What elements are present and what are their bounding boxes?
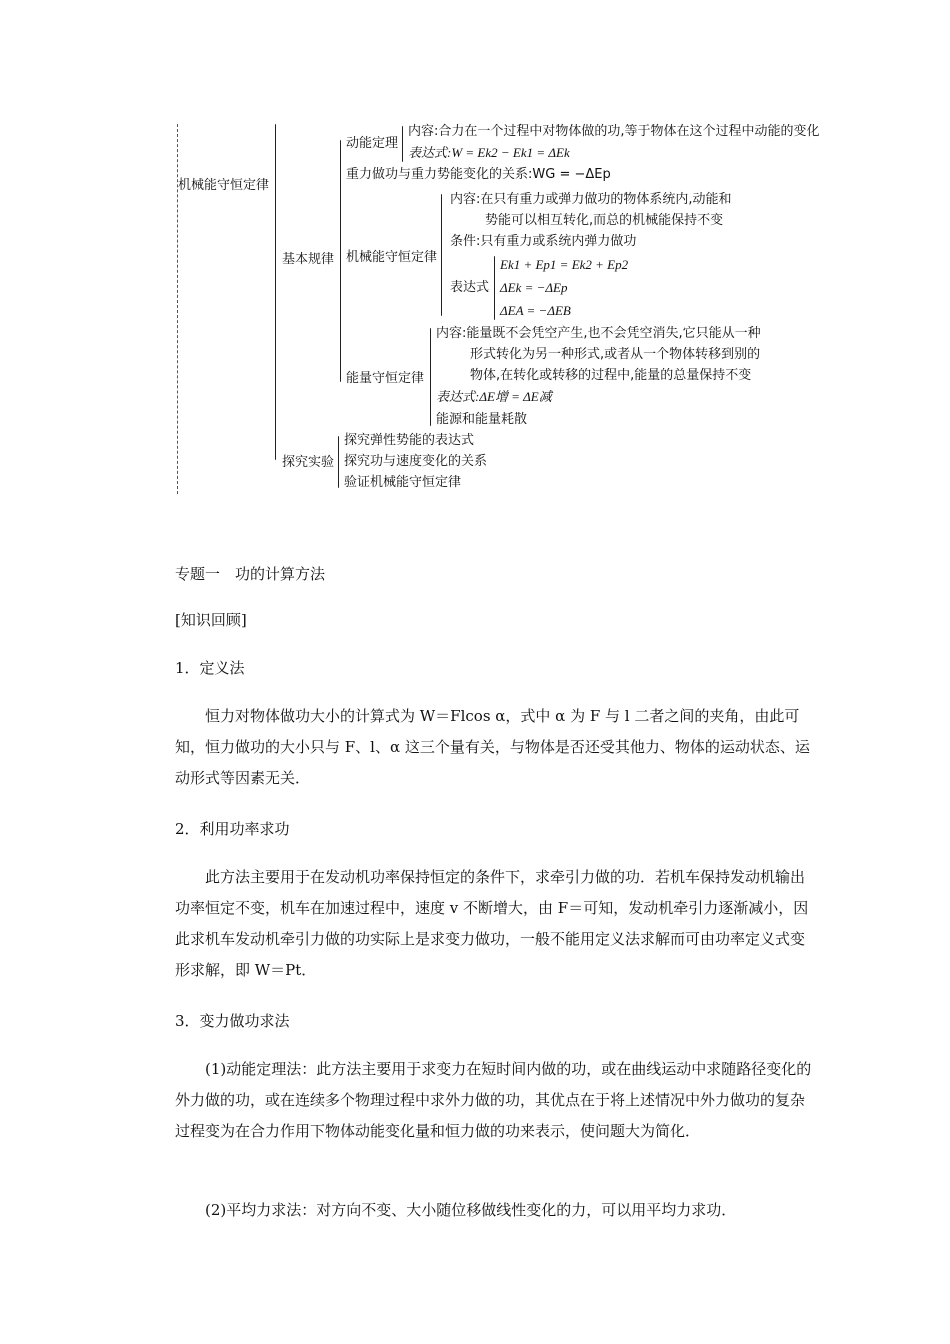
conservation-label: 机械能守恒定律 [346,250,438,265]
conservation-content-1: 内容:在只有重力或弹力做功的物体系统内,动能和 [450,192,732,207]
basic-laws: 基本规律 [282,252,335,267]
conservation-expression-label: 表达式 [450,280,490,295]
review-heading: [知识回顾] [175,611,247,629]
kinetic-content: 内容:合力在一个过程中对物体做的功,等于物体在这个过程中动能的变化 [408,124,820,139]
section-2-body: 此方法主要用于在发动机功率保持恒定的条件下，求牵引力做的功．若机车保持发动机输出功率恒定不变，机车在加速过程中，速度 v 不断增大，由 F＝可知，发动机牵引力逐渐减小，因此求机车发动机牵引力做的功实际上是求变力做功，一般不能用定义法求解而可由功率定义式变形求解，即 W＝Pt． [175,868,809,979]
map-root: 机械能守恒定律 [178,178,270,193]
experiment-item: 探究功与速度变化的关系 [344,454,488,469]
section-3-title: 3．变力做功求法 [175,1012,290,1030]
conservation-content-2: 势能可以相互转化,而总的机械能保持不变 [485,213,724,228]
experiments-label: 探究实验 [282,455,335,470]
section-3-para-1: (1)动能定理法：此方法主要用于求变力在短时间内做的功，或在曲线运动中求随路径变化的外力做的功，或在连续多个物理过程中求外力做的功，其优点在于将上述情况中外力做功的复杂过程变为在合力作用下物体动能变化量和恒力做的功来表示，使问题大为简化． [175,1060,812,1140]
formula-3: ΔEA = −ΔEB [500,303,571,318]
experiment-item: 验证机械能守恒定律 [344,475,462,490]
kinetic-brace [402,126,403,162]
formula-2: ΔEk = −ΔEp [500,280,568,295]
section-3-para-2: (2)平均力求法：对方向不变、大小随位移做线性变化的力，可以用平均力求功． [205,1201,737,1219]
energy-expression: 表达式:ΔE增 = ΔE减 [436,389,552,404]
energy-label: 能量守恒定律 [346,371,425,386]
kinetic-expression: 表达式:W = Ek2 − Ek1 = ΔEk [408,145,570,160]
formula-1: Ek1 + Ep1 = Ek2 + Ep2 [500,257,629,272]
conservation-condition: 条件:只有重力或系统内弹力做功 [450,234,637,249]
topic-title: 专题一 功的计算方法 [175,565,326,583]
gravity-relation: 重力做功与重力势能变化的关系:WG = −ΔEp [346,167,611,182]
experiment-item: 探究弹性势能的表达式 [344,433,475,448]
knowledge-map [0,0,950,520]
energy-sources: 能源和能量耗散 [436,412,528,427]
section-2-title: 2．利用功率求功 [175,820,290,838]
basic-laws-brace [340,140,341,382]
energy-brace [430,328,431,426]
energy-content-2: 形式转化为另一种形式,或者从一个物体转移到别的 [470,347,761,362]
energy-content-3: 物体,在转化或转移的过程中,能量的总量保持不变 [470,368,752,383]
energy-content-1: 内容:能量既不会凭空产生,也不会凭空消失,它只能从一种 [436,326,761,341]
experiments-brace [338,436,339,488]
root-brace [275,124,276,460]
formula-brace [494,256,495,320]
section-1-title: 1．定义法 [175,659,245,677]
kinetic-theorem-label: 动能定理 [346,136,399,151]
conservation-brace [441,194,442,316]
section-1-body: 恒力对物体做功大小的计算式为 W＝Flcos α，式中 α 为 F 与 l 二者之间的夹角，由此可知，恒力做功的大小只与 F、l、α 这三个量有关，与物体是否还受其他力、物体的运动状态、运动形式等因素无关． [175,707,810,787]
